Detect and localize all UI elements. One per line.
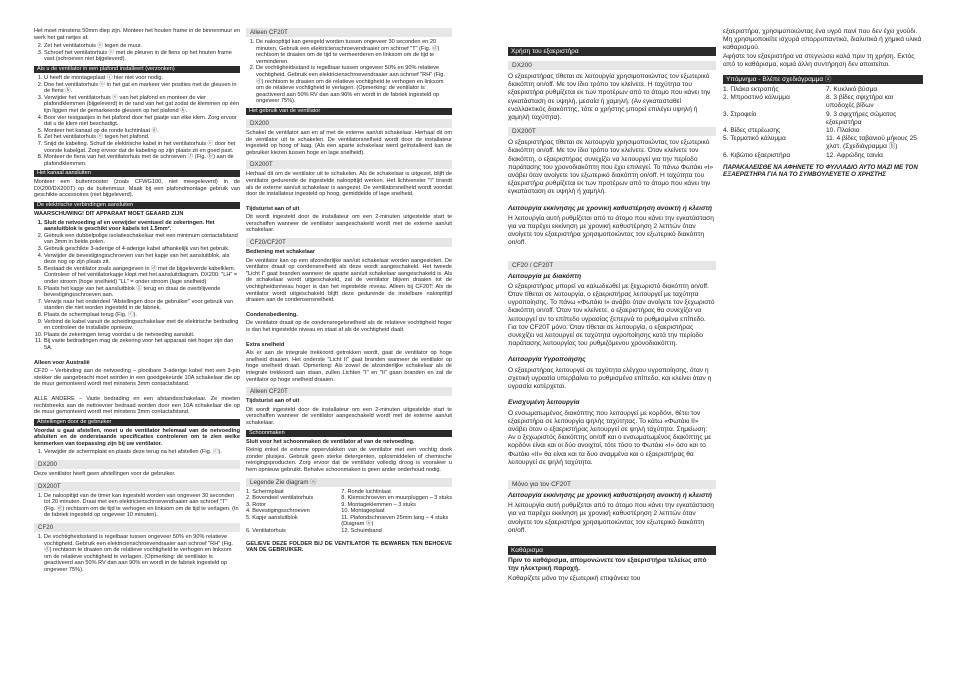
- delay-heading: Λειτουργία εκκίνησης με χρονική καθυστέρηση ανοικτή ή κλειστή: [508, 204, 713, 212]
- cf20-list: [34, 534, 240, 574]
- legend-item: 5. Kapje aansluitblok: [246, 514, 298, 521]
- section-heading-cf20: CF20 / CF20T: [508, 261, 716, 270]
- dx200t-text: Ο εξαεριστήρας τίθεται σε λειτουργία χρησιμοποιώντας τον εξωτερικό διακόπτη on/off. Με τον ίδιο τρόπο τον κλείνετε. Όταν κλείνετε τον διακόπτη, ο εξαεριστήρας συνεχίζει να λειτουργεί για την περίοδο παράτασης του χρονοδιακόπτη που έχει επιλεγεί. Το πάνω Φωτάκι «Ι» ανάβει όταν ανοίγετε τον εξωτερικό διακόπτη on/off. Η ταχύτητα του εξαεριστήρα ρυθμίζεται εκ των προτέρων από το άτομο που κάνει την εγκατάσταση σε υψηλή ή χαμηλή.: [508, 139, 714, 196]
- list-item: 2. Zet het ventilatorhuis ⓔ tegen de muur.: [44, 43, 240, 50]
- extra-speed-text: Als er aan de integrale trekkoord getrokken wordt, gaat de ventilator op hoge snelheid draaien. Het onderste "Licht II" gaat branden wanneer de ventilator op hoge snelheid draait. Opmerking: Als zowel de afzonderlijke schakelaar als de integrale trekkoord aan staan, zullen Lichten "I" en "II" gaan branden en zal de ventilator op hoge snelheid draaien.: [246, 350, 452, 383]
- section-heading-user-settings: Afstellingen door de gebruiker: [34, 419, 240, 426]
- condensation-heading: Condensbediening.: [246, 311, 298, 318]
- delay2-heading: Λειτουργία εκκίνησης με χρονική καθυστέρηση ανοικτή ή κλειστή: [508, 491, 713, 499]
- list-item: 3. Verwijder het ventilatorhuis ⓔ van het plafond en monteer de vier plafondklemmen (bijgeleverd) in de rand van het gat zodat de klemmen op één lijn liggen met de gemarkeerde gleuven op het plafond ⓑ.: [44, 95, 240, 115]
- australia-heading: Alleen voor Australië: [34, 359, 90, 366]
- section-heading-legend: Legende Zie diagram ⓐ: [246, 478, 452, 487]
- legend-item: 6. Κιβώτιο εξαεριστήρα: [723, 151, 791, 159]
- legend-item: 11. 4 βίδες ταβανιού μήκους 25 χλστ. (Σχεδιάγραμμα ⓑ): [826, 135, 917, 151]
- section-heading-use: Χρήση του εξαεριστήρα: [508, 47, 716, 56]
- list-item: 10. Plaats de zekeringen terug voordat u de netvoeding aansluit.: [44, 332, 240, 339]
- switch-text: Ο εξαεριστήρας μπορεί να καλωδιωθεί με ξεχωριστό διακόπτη on/off. Όταν τίθεται σε λειτουργία, ο εξαεριστήρας λειτουργεί με ταχύτητα υγροποίησης. Το πάνω «Φωτάκι Ι» ανάβει όταν ανοίγετε τον ξεχωριστό διακόπτη on/off. Όταν τον κλείνετε, ο εξαεριστήρας θα συνεχίζει να λειτουργεί αν το επίπεδο υγρασίας ξεπερνά το ρυθμισμένο επίπεδο. Για τον CF20T μόνο: Όταν τίθεται σε λειτουργία, ο εξαεριστήρας συνεχίζει να λειτουργεί σε ταχύτητα υγροποίησης κατά την περίοδο παράτασης λειτουργίας του ρυθμιζόμενου χρονοδιακόπτη.: [508, 282, 715, 348]
- humidity-text: Ο εξαεριστήρας λειτουργεί σε ταχύτητα ελέγχου υγροποίησης, όταν η σχετική υγρασία υπερβαίνει το ρυθμισμένο επίπεδο, και κλείνει όταν η υγρασία κατέρχεται.: [508, 366, 712, 391]
- section-heading-dx200: DX200: [508, 61, 716, 70]
- legend-item: 1. Schermplaat: [246, 488, 284, 495]
- cleaning-bold: Πριν το καθάρισμα, απομονώνετε τον εξαεριστήρα τελείως από την ηλεκτρική παροχή.: [508, 556, 707, 573]
- section-heading-dx200: DX200: [246, 119, 452, 128]
- dx200t-list: [34, 493, 240, 519]
- extra-speed-heading: Extra snelheid: [246, 341, 285, 348]
- list-item: 1. De naloopttijd kan geregeld worden tussen ongeveer 30 seconden en 20 minuten. Gebruik een elektricienschroevendraaier om schroef "T" (Fig. ⓓ) rechtsom te draaien om de tijd te vermeerderen en linksom om de tijd te verminderen.: [256, 39, 452, 65]
- section-heading-cleaning: Schoonmaken: [246, 430, 452, 437]
- timer-heading: Tijdsturist aan of uit: [246, 205, 300, 212]
- section-heading-dx200: DX200: [34, 460, 240, 469]
- footer-note: GELIEVE DEZE FOLDER BIJ DE VENTILATOR TE BEWAREN TEN BEHOEVE VAN DE GEBRUIKER.: [246, 540, 452, 554]
- list-item: 2. Doe het ventilatorhuis ⓔ in het gat en markeer vier posities met de gleuven in de fiens ⓑ.: [44, 82, 240, 95]
- legend-item: 12. Schuimband: [341, 528, 382, 535]
- delay-text: Η λειτουργία αυτή ρυθμίζεται από το άτομο που κάνει την εγκατάσταση για να παρέχει εκκίνηση με χρονική καθυστέρηση 2 λεπτών όταν ανοίγετε τον εξαεριστήρα χρησιμοποιώντας τον εξωτερικό διακόπτη on/off.: [508, 214, 714, 247]
- section-heading-cleaning: Καθάρισμα: [508, 546, 716, 555]
- list-item: 5. Bestaad de ventilator zoals aangegeven in ⓓ met de bijgeleverde kabelklem. Controleer of het ventilatorkapje klopt met het aansluitdiagram. DX200: "LH" = onder stroom (hoge snelheid) "LL" = onder stroom (lage snelheid): [44, 266, 240, 286]
- list-item: 6. Plaats het kapje van het aansluitblok ⓖ terug en draai de overblijvende bevestigingsschroeven aan.: [44, 286, 240, 299]
- list-item: 6. Zet het ventilatorhuis ⓔ tegen het plafond.: [44, 134, 240, 141]
- list-item: 11. Bij vaste bedradingen mag de zekering voor het apparaat niet hoger zijn dan 5A.: [44, 338, 240, 351]
- list-item: 4. Boor vier testgaatjes in het plafond door het gaatje van elke klem. Zorg ervoor dat u de klem niet beschadigt.: [44, 115, 240, 128]
- legend-item: 8. Klemschroeven en muurpluggen – 3 stuks: [341, 495, 452, 502]
- user-settings-list: [34, 449, 240, 456]
- list-item: 1. Verwijder de schermplaat en plaats deze terug na het afstellen (Fig. ⓒ).: [44, 449, 240, 456]
- section-heading-cf20-cf20t: CF20/CF20T: [246, 238, 452, 247]
- list-item: 5. Monteer het kanaal op de ronde luchtinlaat ⓓ.: [44, 128, 240, 135]
- legend-grid: [723, 86, 923, 160]
- section-heading-duct: Het kanaal aansluiten: [34, 170, 240, 177]
- section-heading-cf20t-only: Alleen CF20T: [246, 387, 452, 396]
- list-item: 2. Gebruik een dubbelpolige isolatieschakelaar met een minimum contactafstand van 3mm in beide polen.: [44, 233, 240, 246]
- switch-heading: Λειτουργία με διακόπτη: [508, 272, 582, 280]
- legend-item: 3. Στροφείο: [723, 110, 757, 118]
- section-heading-dx200t: DX200T: [246, 160, 452, 169]
- legend-item: 2. Μπροστινό κάλυμμα: [723, 94, 790, 102]
- install-intro: Het moet minstens 50mm diep zijn. Monteer het houten frame in de binnenmuur en werk het gat netjes af.: [34, 28, 240, 41]
- ceiling-list: [34, 75, 240, 167]
- legend-item: 7. Ronde luchtinlaat: [341, 488, 391, 495]
- legend-item: 9. 3 σφιχτήρες σώματος εξαεριστήρα: [826, 110, 897, 126]
- legend-item: 1. Πλάκα εκτροπής: [723, 86, 779, 94]
- dx200-text: Ο εξαεριστήρας τίθεται σε λειτουργία χρησιμοποιώντας τον εξωτερικό διακόπτη on/off. Με τον ίδιο τρόπο τον κλείνετε. Η ταχύτητα του εξαεριστήρα ρυθμίζεται εκ των προτέρων από το άτομο που κάνει την εγκατάσταση σε υψηλή, μεσαία ή χαμηλή. (Αν εγκατασταθεί εναλλακτικός διακόπτης, τότε ο χρήστης μπορεί επιλέγει υψηλή ή χαμηλή ταχύτητα).: [508, 73, 711, 122]
- legend-item: 10. Montageplaat: [341, 508, 385, 515]
- legend-item: 11. Plafondschroeven 25mm lang – 4 stuks (Diagram ⓑ): [341, 514, 449, 528]
- right-page: [477, 0, 954, 677]
- timer2-heading: Tijdsturist aan of uit: [246, 398, 300, 405]
- cleaning-continued: εξαεριστήρα, χρησιμοποιώντας ένα υγρό πανί που δεν έχει χνούδι. Μη χρησιμοποιείτε ισχυρά απορρυπαντικά, διαλυτικά ή χημικά υλικά καθαρισμού. Αφήστε τον εξαεριστήρα να στεγνώσει καλά πριν τη χρήση. Εκτός από το καθάρισμα, καμιά άλλη συντήρηση δεν απαιτείται.: [723, 28, 922, 68]
- operation-text: De ventilator kan op een afzonderlijke aan/uit schakelaar worden aangesloten. De ventilator draait op condensnelheid als deze wordt aangeschakeld. Het tweede "Licht I" gaat branden wanneer de aparte aan/uit schakelaar aangeschakeld is. Als de schakelaar wordt uitgeschakeld, zal de ventilator blijven draaien tot de vochtigheidsniveau hoger is dan het ingestelde niveau. Alleen bij CF20T: Als de ventilator wordt uitgeschakeld blijft deze gedurende de instelbare naloopttijd draaien aan de condensensnelheid.: [246, 257, 452, 304]
- list-item: 3. Gebruik geschikte 3-aderige of 4-aderige kabel afhankelijk van het gebruik.: [44, 246, 240, 253]
- list-item: 8. Monteer de fiens van het ventilatorhuis met de schroeven ⓕ (Fig. ⓑ) aan de plafondklemmen.: [44, 154, 240, 167]
- legend-item: 9. Montageklemmen – 3 stuks: [341, 501, 416, 508]
- dx200-text: Deze ventilator heeft geen afstellingen voor de gebruiker.: [34, 471, 176, 478]
- dx200-use-text: Schakel de ventilator aan en af met de externe aan/uit schakelaar. Herhaal dit om de ventilator uit te schakelen. De ventilatorsnelheid wordt door de installateur ingesteld op hoog of laag. (Als een aparte schakelaar werd geïnstalleerd kan de gebruiker kiezen tussen hoge en lage snelheid).: [246, 129, 452, 156]
- column-2: [246, 28, 452, 556]
- list-item: 7. Snijd de kabeling. Schuif de elektrische kabel in het ventilatorhuis ⓔ door het voorste kabelgat. Zorg ervoor dat de kabeling op zijn plaats zit en goed past.: [44, 141, 240, 154]
- column-1: [34, 28, 240, 576]
- timer-text: Dit wordt ingesteld door de installateur om een 2-minuten uitgestelde start te verschaffen wanneer de ventilator aangeschakeld wordt met de externe aan/uit schakelaar.: [246, 214, 452, 234]
- list-item: 2. De vochtigheidsstand is regelbaar tussen ongeveer 50% en 90% relatieve vochtigheid. Gebruik een elektricienschroevendraaier aan schroef "RH" (Fig. ⓓ) rechtsom te draaien om de relatieve vochtigheid te verhogen en linksom om de relatieve vochtigheid te verlagen. (Opmerking: de ventilator is geactiveerd aan 50% RV dan aan 90% en wordt in de fabriek ingesteld op ongeveer 75%).: [256, 65, 452, 105]
- cf20t-list: [246, 39, 452, 105]
- legend-item: 3. Rotor: [246, 501, 266, 508]
- list-item: 9. Verbind de kabel vanuit de scheidingsschakelaar met de elektrische bedrading en controleer de installatie opnieuw.: [44, 319, 240, 332]
- section-heading-cf20t-only: Μόνο για τον CF20T: [508, 480, 716, 489]
- legend-item: 4. Βίδες στερέωσης: [723, 127, 781, 135]
- electrical-list: [34, 220, 240, 352]
- delay2-text: Η λειτουργία αυτή ρυθμίζεται από το άτομο που κάνει την εγκατάσταση για να παρέχει εκκίνηση με χρονική καθυστέρηση 2 λεπτών όταν ανοίγετε τον εξαεριστήρα χρησιμοποιώντας τον εξωτερικό διακόπτη on/off.: [508, 502, 714, 534]
- boost-heading: Ενισχυμένη λειτουργία: [508, 399, 580, 407]
- section-heading-dx200t: DX200T: [34, 482, 240, 491]
- section-heading-cf20t: Alleen CF20T: [246, 28, 452, 37]
- list-item: 1. Sluit de netvoeding af en verwijder eventueel de zekeringen. Het aansluitblok is geschikt voor kabels tot 1.5mm².: [44, 220, 240, 233]
- user-settings-intro: Voordat u gaat afstellen, moet u de ventilator helemaal van de netvoeding afsluiten en de onderstaande specificaties controleren om te zien welke kenmerken van toepassing zijn bij uw ventilator.: [34, 427, 240, 447]
- legend-item: 7. Κυκλικό βύσμα: [826, 86, 878, 94]
- timer2-text: Dit wordt ingesteld door de installateur om een 2-minuten uitgestelde start te verschaffen wanneer de ventilator aangeschakeld wordt met de externe aan/uit schakelaar.: [246, 406, 452, 426]
- legend-item: 8. 3 βίδες σφιχτήρα και υποδοχές βίδων: [826, 94, 894, 110]
- cleaning-text: Reinig enkel de externe oppervlakken van de ventilator met een vochtig doek zonder pluisjes. Gebruik geen sterke detergenten, oplosmiddelen of chemische reinigingsproducten. Zorg ervoor dat de ventilator volledig droog is vooraleer u hem opnieuw gebruikt. Behalve schoonmaken is geen ander onderhoud nodig.: [246, 447, 452, 473]
- column-4: [723, 28, 923, 181]
- legend-item: 12. Αφρώδης ταινία: [826, 151, 883, 159]
- list-item: 1. De naloopttijd van de timer kan ingesteld worden van ongeveer 30 seconden tot 20 minuten. Draai met een elektricienschroevendraaier aan schroef "T" (Fig. ⓓ) rechtsom om de tijd te verhogen en linksom om de tijd te verlagen. (In de fabriek ingesteld op ongeveer 10 minuten).: [44, 493, 240, 519]
- section-heading-use: Het gebruik van de ventilator: [246, 108, 452, 115]
- others-text: ALLE ANDERE – Vaste bedrading en een afstandsschakelaar. Ze moeten rechtstreeks aan de nettoevoer bedraad worden door een 10A schakelaar die op de muur gemonteerd wordt met minstens 3mm contactafstand.: [34, 395, 240, 416]
- column-3: [508, 44, 716, 586]
- electrical-warning: WAARSCHUWING! DIT APPARAAT MOET GEAARD ZIJN: [34, 211, 184, 218]
- legend-item: 10. Πλαίσιο: [826, 127, 860, 135]
- footer-note: ΠΑΡΑΚΑΛΕΙΣΘΕ ΝΑ ΑΦΗΝΕΤΕ ΤΟ ΦΥΛΛΑΔΙΟ ΑΥΤΟ ΜΑΖΙ ΜΕ ΤΟΝ ΕΞΑΕΡΙΣΤΗΡΑ ΓΙΑ ΝΑ ΤΟ ΣΥΜΒΟΥΛΕΥΕΤΕ Ο ΧΡΗΣΤΗΣ: [723, 163, 918, 179]
- duct-text: Monteer een buitenrooster (zoals CFWG100, niet meegeleverd) in de DX200/DX200T) op de buitenmuur. Maak bij een plafondmontage gebruik van geschikte accessoires (niet bijgeleverd).: [34, 179, 240, 199]
- list-item: 8. Plaats de schermplaat terug (Fig. ⓒ).: [44, 312, 240, 319]
- section-heading-dx200t: DX200T: [508, 127, 716, 136]
- list-item: 1. De vochtigheidsstand is regelbaar tussen ongeveer 50% en 90% relatieve vochtigheid. Gebruik een elektricienschroevendraaier aan schroef "RH" (Fig. ⓓ) rechtsom te draaien om de relatieve vochtigheid te verhogen en linksom om de relatieve vochtigheid te verlagen. (Opmerking: de ventilator is geactiveerd aan 50% RV dan aan 90% en wordt in de fabriek ingesteld op ongeveer 75%).: [44, 534, 240, 574]
- section-heading-cf20: CF20: [34, 523, 240, 532]
- legend-grid: [246, 489, 452, 535]
- humidity-heading: Λειτουργία Υγροποίησης: [508, 356, 586, 364]
- cleaning-text: Καθαρίζετε μόνο την εξωτερική επιφάνεια του: [508, 575, 641, 583]
- legend-item: 4. Bevestigingsschroeven: [246, 508, 310, 515]
- list-item: 1. U heeft de montageplaat ⓘ hier niet voor nodig.: [44, 75, 240, 82]
- australia-text: CF20 – Verbinding aan de netvoeding – plooibare 3-aderige kabel met een 3-pin stekker die aangebracht moet worden in een goedgekeurde 10A schakelaar die op de muur gemonteerd wordt met minstens 3mm contactafstand.: [34, 368, 240, 388]
- cleaning-bold: Sluit voor het schoonmaken de ventilator af van de netvoeding.: [246, 438, 415, 445]
- legend-item: 6. Ventilatorhuis: [246, 528, 286, 535]
- install-list: [34, 43, 240, 63]
- list-item: 7. Verwijs naar het onderdeel "Afstellingen door de gebruiker" voor gebruik van standen die niet worden ingesteld in de fabriek.: [44, 299, 240, 312]
- operation-heading: Bediening met schakelaar: [246, 249, 316, 256]
- section-heading-legend: Υπόμνημα - Βλέπε σχεδιάγραμμα ⓐ: [723, 75, 923, 84]
- legend-item: 2. Bovendeel ventilatorhuis: [246, 495, 314, 502]
- legend-item: 5. Τερματικό κάλυμμα: [723, 135, 786, 143]
- section-heading-electrical: De elektrische verbindingen aansluiten: [34, 202, 240, 209]
- condensation-text: De ventilator draait op de condensregelsnelheid als de relatieve vochtigheid hoger is dan het ingestelde niveau en staat af als de vochtigheid daalt.: [246, 320, 452, 333]
- boost-text: Ο ενσωματωμένος διακόπτης που λειτουργεί με κορδόνι, θέτει τον εξαεριστήρα σε λειτουργία ψηλής ταχύτητας. Το κάτω «Φωτάκι ΙΙ» ανάβει όταν ο εξαεριστήρας λειτουργεί σε ψηλή ταχύτητα. Σημείωση: Αν ο ξεχωριστός διακόπτης on/off και ο ενσωματωμένος διακόπτης με κορδόνι είναι και οι δύο ανοιχτοί, τότε τόσο το Φωτάκι «Ι» όσο και το Φωτάκι «ΙΙ» θα είναι και τα δυο αναμμένα και ο εξαεριστήρας θα λειτουργεί σε ψηλή ταχύτητα.: [508, 409, 712, 466]
- dx200t-use-text: Herhaal dit om de ventilator uit te schakelen. Als de schakelaar is uitgezet, blijft de ventilator gedurende de ingestelde naloopttijd werken. Het lichtvenster "I" brandt als de externe aan/uit schakelaar is aangezet. De ventilatorsnelheid wordt voordat door de installateur ingesteld op hoog, gemiddelde of lage snelheid.: [246, 171, 452, 198]
- list-item: 4. Verwijder de bevestigingsschroeven van het kapje van het aansluitblok, als deze nog op zijn plaats zit.: [44, 253, 240, 266]
- list-item: 3. Schroef het ventilatorhuis ⓔ met de pleuren in de fiens op het houten frame vast (schroeven niet bijgeleverd).: [44, 50, 240, 63]
- section-heading-ceiling: Als u de ventilator in een plafond installeert (verzonken): [34, 66, 240, 73]
